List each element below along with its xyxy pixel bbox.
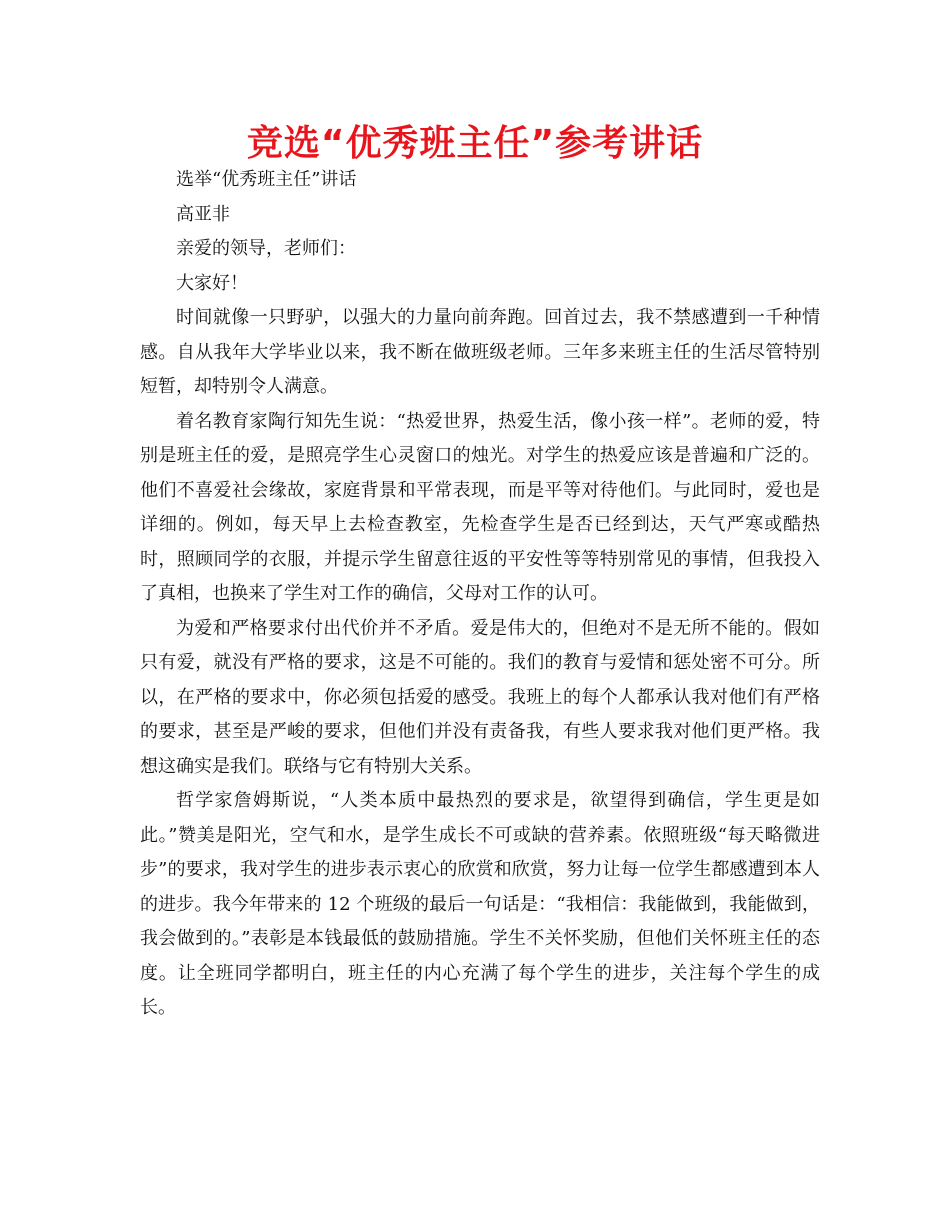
subtitle-paragraph: 选举“优秀班主任”讲话 (176, 169, 357, 190)
salutation-paragraph: 亲爱的领导，老师们： (176, 238, 356, 259)
author-paragraph: 高亚非 (176, 203, 230, 225)
body-paragraph: 着名教育家陶行知先生说：“热爱世界，热爱生活，像小孩一样”。老师的爱，特别是班主任的爱，是照亮学生心灵窗口的烛光。对学生的热爱应该是普遍和广泛的。他们不喜爱社会缘故，家庭背景和平常表现，而是平等对待他们。与此同时，爱也是详细的。例如，每天早上去检查教室，先检查学生是否已经到达，天气严寒或酷热时，照顾同学的衣服，并提示学生留意往返的平安性等等特别常见的事情，但我投入了真相，也换来了学生对工作的确信，父母对工作的认可。 (140, 410, 820, 604)
body-paragraph: 为爱和严格要求付出代价并不矛盾。爱是伟大的，但绝对不是无所不能的。假如只有爱，就没有严格的要求，这是不可能的。我们的教育与爱情和惩处密不可分。所以，在严格的要求中，你必须包括爱的感受。我班上的每个人都承认我对他们有严格的要求，甚至是严峻的要求，但他们并没有责备我，有些人要求我对他们更严格。我想这确实是我们。联络与它有特别大关系。 (140, 617, 820, 777)
document-title: 竞选“优秀班主任”参考讲话 (246, 123, 704, 164)
document-body (140, 163, 820, 1026)
body-paragraph: 哲学家詹姆斯说，“人类本质中最热烈的要求是，欲望得到确信，学生更是如此。”赞美是阳光，空气和水，是学生成长不可或缺的营养素。依照班级“每天略微进步”的要求，我对学生的进步表示衷心的欣赏和欣赏，努力让每一位学生都感遭到本人的进步。我今年带来的 12 个班级的最后一句话是：“我相信：我能做到，我能做到，我会做到的。”表彰是本钱最低的鼓励措施。学生不关怀奖励，但他们关怀班主任的态度。让全班同学都明白，班主任的内心充满了每个学生的进步，关注每个学生的成长。 (140, 790, 820, 1018)
body-paragraph: 时间就像一只野驴，以强大的力量向前奔跑。回首过去，我不禁感遭到一千种情感。自从我年大学毕业以来，我不断在做班级老师。三年多来班主任的生活尽管特别短暂，却特别令人满意。 (140, 307, 820, 397)
greeting-paragraph: 大家好！ (176, 272, 248, 294)
